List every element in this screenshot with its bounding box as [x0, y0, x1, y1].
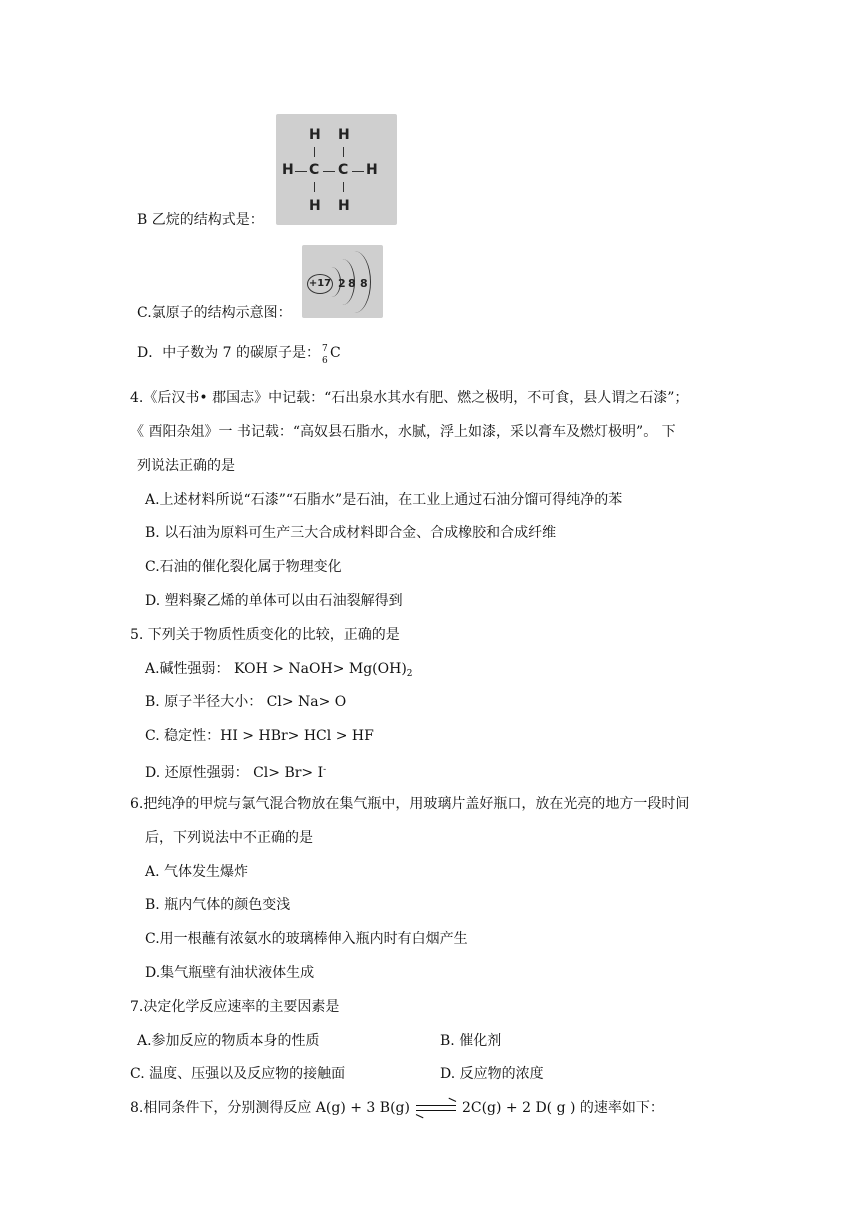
q4-option-d: D. 塑料聚乙烯的单体可以由石油裂解得到 — [145, 593, 403, 609]
ethane-h: H — [338, 198, 350, 214]
ethane-h: H — [338, 127, 350, 143]
q8-products: 2C(g) + 2 D( g ) 的速率如下： — [461, 1100, 664, 1116]
q6-stem-line-2: 后，下列说法中不正确的是 — [145, 830, 313, 846]
q5-stem: 5. 下列关于物质性质变化的比较，正确的是 — [130, 627, 400, 643]
ethane-structural-formula — [276, 114, 397, 225]
q6-option-d: D.集气瓶壁有油状液体生成 — [145, 965, 315, 981]
q4-option-c: C.石油的催化裂化属于物理变化 — [145, 559, 342, 575]
q5-option-d-text: D. 还原性强弱： Cl> Br> I — [145, 765, 324, 781]
q4-stem-line-1: 4.《后汉书• 郡国志》中记载：“石出泉水其水有肥、燃之极明，不可食，县人谓之石漆”； — [130, 390, 689, 406]
q4-option-a: A.上述材料所说“石漆”“石脂水”是石油，在工业上通过石油分馏可得纯净的苯 — [145, 492, 623, 508]
ethane-h: H — [282, 162, 294, 178]
q5-option-a-text: A.碱性强弱： KOH > NaOH> Mg(OH) — [145, 661, 407, 677]
carbon-nuclide — [320, 344, 330, 366]
shell-electrons: 8 — [360, 277, 368, 290]
q6-option-a: A. 气体发生爆炸 — [145, 864, 249, 880]
q4-stem-line-3: 列说法正确的是 — [137, 458, 235, 474]
q5-option-c: C. 稳定性：HI > HBr> HCl > HF — [145, 728, 374, 744]
q6-option-b: B. 瓶内气体的颜色变浅 — [145, 897, 291, 913]
ethane-c: C — [338, 162, 349, 178]
q3-option-c: C.氯原子的结构示意图： — [137, 305, 292, 321]
q7-option-c: C. 温度、压强以及反应物的接触面 — [130, 1066, 346, 1082]
nucleus: +17 — [307, 274, 333, 294]
ethane-h: H — [366, 162, 378, 178]
q7-option-b: B. 催化剂 — [440, 1033, 502, 1049]
shell-electrons: 2 — [338, 277, 346, 290]
q7-stem: 7.决定化学反应速率的主要因素是 — [130, 999, 340, 1015]
chlorine-atom-diagram — [302, 245, 383, 318]
q4-option-b: B. 以石油为原料可生产三大合成材料即合金、合成橡胶和合成纤维 — [145, 525, 557, 541]
q3-option-d — [137, 344, 341, 366]
q7-option-a: A.参加反应的物质本身的性质 — [137, 1033, 320, 1049]
q5-option-b: B. 原子半径大小： Cl> Na> O — [145, 694, 347, 710]
q6-stem-line-1: 6.把纯净的甲烷与氯气混合物放在集气瓶中，用玻璃片盖好瓶口，放在光亮的地方一段时间 — [130, 796, 690, 812]
q6-option-c: C.用一根蘸有浓氨水的玻璃棒伸入瓶内时有白烟产生 — [145, 931, 468, 947]
q3-option-d-text: D．中子数为 7 的碳原子是： — [137, 345, 321, 361]
q8-stem — [130, 1099, 664, 1117]
q5-option-a — [145, 660, 413, 683]
subscript: 2 — [406, 669, 413, 679]
mass-number: 7 — [322, 344, 328, 354]
q8-reactants: 8.相同条件下，分别测得反应 A(g) + 3 B(g) — [130, 1100, 410, 1116]
q4-stem-line-2: 《 酉阳杂俎》一 书记载：“高奴县石脂水，水腻，浮上如漆，采以膏车及燃灯极明”。 下 — [130, 424, 676, 440]
atomic-number: 6 — [322, 356, 328, 366]
superscript: - — [323, 765, 327, 775]
ethane-h: H — [309, 127, 321, 143]
q5-option-d — [145, 761, 326, 782]
ethane-c: C — [309, 162, 320, 178]
q7-option-d: D. 反应物的浓度 — [440, 1066, 544, 1082]
shell-electrons: 8 — [348, 277, 356, 290]
ethane-h: H — [309, 198, 321, 214]
element-symbol: C — [330, 345, 341, 361]
q3-option-b: B 乙烷的结构式是： — [137, 212, 264, 228]
equilibrium-arrow-icon — [416, 1103, 456, 1113]
